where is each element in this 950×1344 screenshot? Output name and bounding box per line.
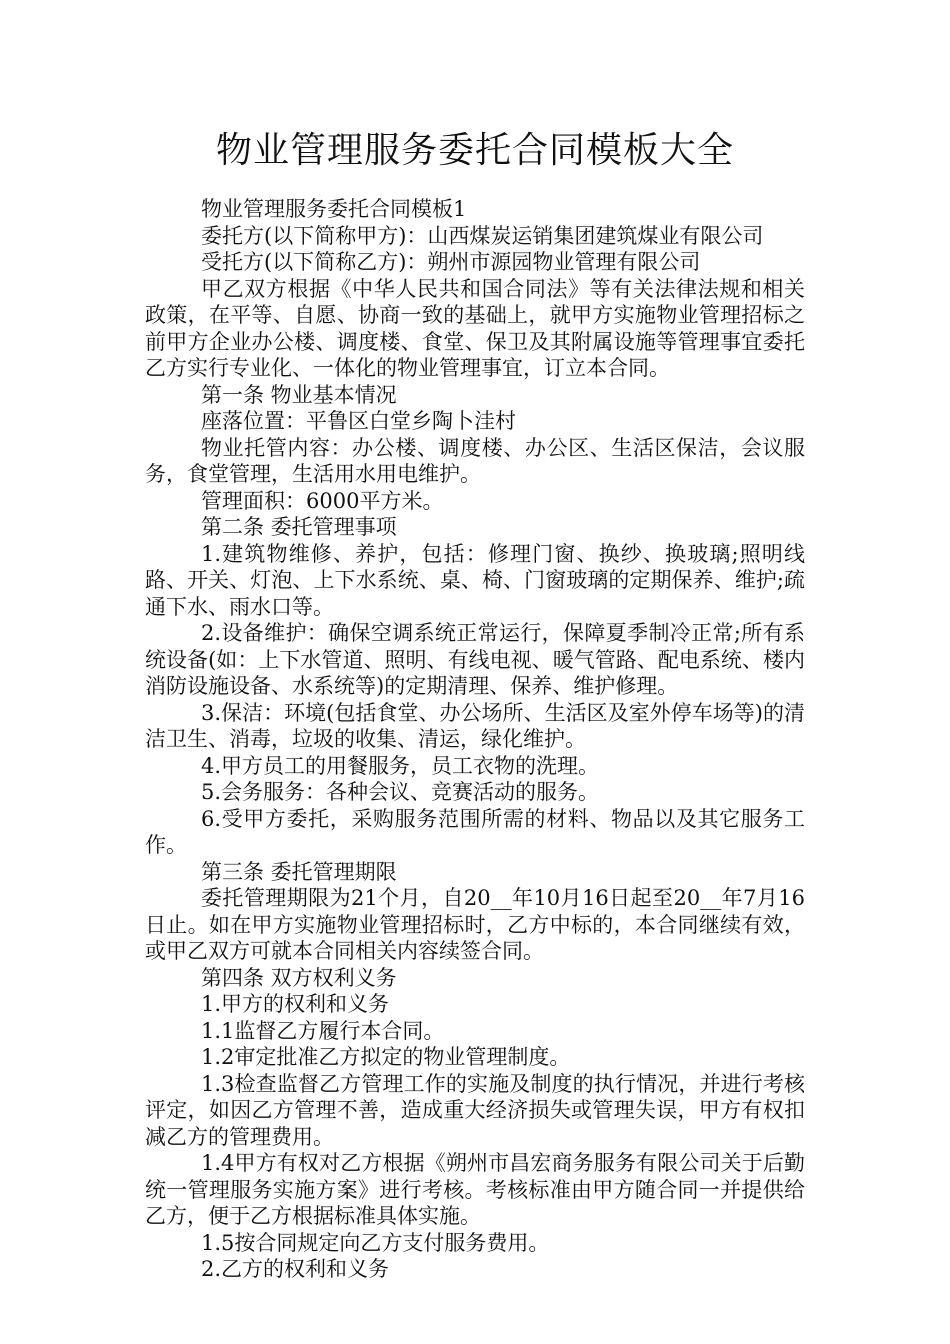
item-building-maintenance: 1.建筑物维修、养护，包括：修理门窗、换纱、换玻璃;照明线路、开关、灯泡、上下水系统、桌、椅、门窗玻璃的定期保养、维护;疏通下水、雨水口等。 (145, 541, 805, 619)
item-cleaning: 3.保洁：环境(包括食堂、办公场所、生活区及室外停车场等)的清洁卫生、消毒，垃圾的收集、清运，绿化维护。 (145, 700, 805, 751)
template-heading: 物业管理服务委托合同模板1 (201, 197, 467, 221)
clause-1-1: 1.1监督乙方履行本合同。 (201, 1018, 445, 1043)
preamble-paragraph: 甲乙双方根据《中华人民共和国合同法》等有关法律法规和相关政策，在平等、自愿、协商一致的基础上，就甲方实施物业管理招标之前甲方企业办公楼、调度楼、食堂、保卫及其附属设施等管理事宜委托乙方实行专业化、一体化的物业管理事宜，订立本合同。 (145, 276, 805, 380)
location-line: 座落位置：平鲁区白堂乡陶卜洼村 (201, 409, 516, 433)
entrusted-content-paragraph: 物业托管内容：办公楼、调度楼、办公区、生活区保洁，会议服务，食堂管理，生活用水用电维护。 (145, 435, 805, 486)
article-4-heading: 第四条 双方权利义务 (201, 965, 397, 990)
clause-1-5: 1.5按合同规定向乙方支付服务费用。 (201, 1230, 550, 1255)
party-b-line: 受托方(以下简称乙方)：朔州市源园物业管理有限公司 (201, 250, 701, 274)
term-paragraph: 委托管理期限为21个月，自20__年10月16日起至20__年7月16日止。如在甲方实施物业管理招标时，乙方中标的，本合同继续有效，或甲乙双方可就本合同相关内容续签合同。 (145, 886, 805, 963)
item-procurement: 6.受甲方委托，采购服务范围所需的材料、物品以及其它服务工作。 (145, 806, 805, 857)
clause-1-3: 1.3检查监督乙方管理工作的实施及制度的执行情况，并进行考核评定，如因乙方管理不善，造成重大经济损失或管理失误，甲方有权扣减乙方的管理费用。 (145, 1071, 805, 1149)
article-3-heading: 第三条 委托管理期限 (201, 859, 397, 884)
article-2-heading: 第二条 委托管理事项 (201, 515, 397, 539)
article-1-heading: 第一条 物业基本情况 (201, 382, 397, 407)
item-catering: 4.甲方员工的用餐服务，员工衣物的洗理。 (201, 753, 600, 778)
item-meeting-service: 5.会务服务：各种会议、竞赛活动的服务。 (201, 780, 600, 804)
clause-1-2: 1.2审定批准乙方拟定的物业管理制度。 (201, 1045, 571, 1069)
party-a-line: 委托方(以下简称甲方)：山西煤炭运销集团建筑煤业有限公司 (201, 223, 764, 248)
clause-1-4: 1.4甲方有权对乙方根据《朔州市昌宏商务服务有限公司关于后勤统一管理服务实施方案》进行考核。考核标准由甲方随合同一并提供给乙方，便于乙方根据标准具体实施。 (145, 1151, 805, 1228)
item-equipment-maintenance: 2.设备维护：确保空调系统正常运行，保障夏季制冷正常;所有系统设备(如：上下水管道、照明、有线电视、暖气管路、配电系统、楼内消防设施设备、水系统等)的定期清理、保养、维护修理。 (145, 621, 805, 698)
party-a-rights-heading: 1.甲方的权利和义务 (201, 992, 390, 1016)
document-body (145, 196, 805, 1283)
party-b-rights-heading: 2.乙方的权利和义务 (201, 1257, 390, 1281)
managed-area-line: 管理面积：6000平方米。 (201, 488, 444, 513)
document-title: 物业管理服务委托合同模板大全 (215, 130, 734, 171)
